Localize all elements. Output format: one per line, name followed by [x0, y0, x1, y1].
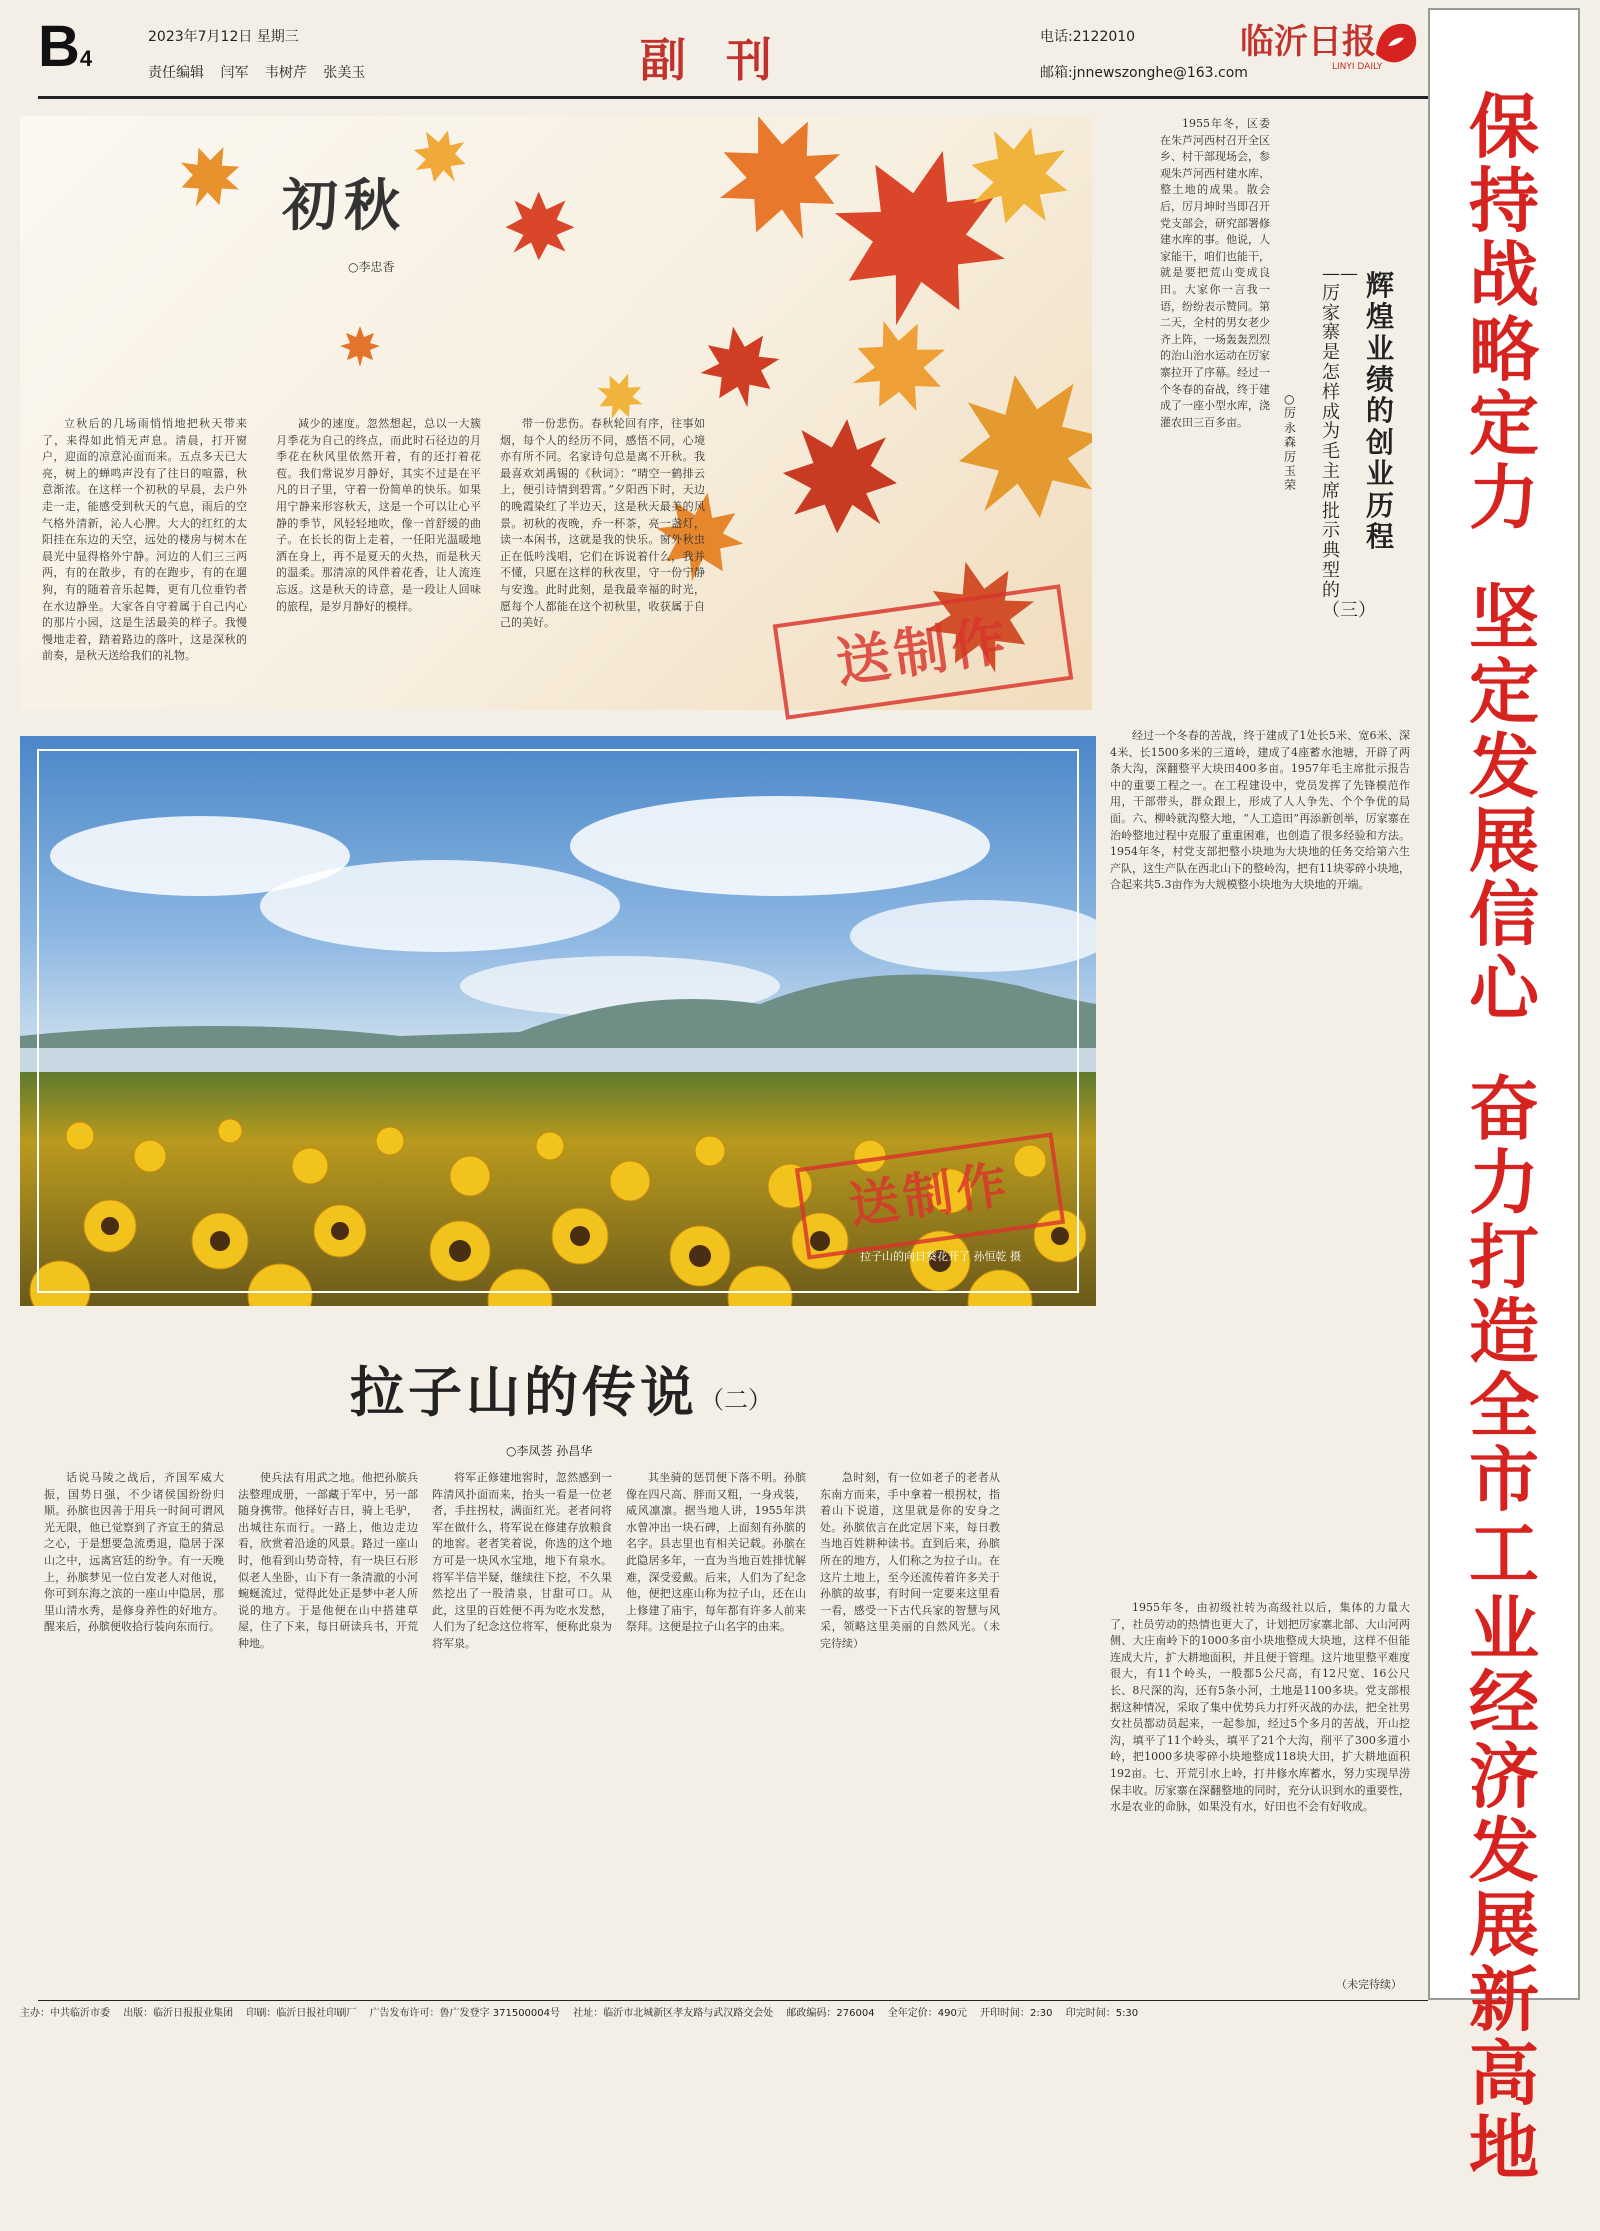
slogan-line: 奋力打造全市工业经济发展新高地 [1469, 1068, 1539, 2189]
footer-item: 出版：临沂日报报业集团 [123, 2008, 234, 2019]
photo-caption: 拉子山的向日葵花开了 孙恒乾 摄 [860, 1250, 1021, 1263]
header-divider [38, 96, 1428, 99]
article-column: 其坐骑的惩罚便下落不明。孙膑像在四尺高、胖而又粗，一身戎装，威风凛凛。据当地人讲，1955年洪水曾冲出一块石碑，上面刻有孙膑的名字。县志里也有相关记载。孙膑在此隐居多年，一直为当地百姓排忧解难，深受爱戴。后来，人们为了纪念他，便把这座山称为拉子山，还在山上修建了庙宇，每年都有许多人前来祭拜。这便是拉子山名字的由来。 [626, 1471, 806, 1634]
editors-line [148, 62, 377, 82]
article-title: 初秋 [282, 173, 406, 239]
footer-item: 印完时间：5:30 [1065, 2008, 1139, 2019]
newspaper-logo[interactable] [1240, 14, 1420, 84]
footer-info [20, 2004, 1420, 2019]
page-number: B4 [38, 14, 93, 79]
article-subtitle: ——厉家寨是怎样成为毛主席批示典型的（三） [1322, 263, 1376, 621]
article-author: ○李忠香 [348, 260, 395, 274]
article-column: 立秋后的几场雨悄悄地把秋天带来了，来得如此悄无声息。清晨，打开窗户，迎面的凉意沁面而来。五点多天已大亮，树上的蝉鸣声没有了往日的喧嚣，秋意渐浓。在这样一个初秋的早晨，去户外走一走，能感受到秋天的气息，雨后的空气格外清新，沁人心脾。大大的红红的太阳挂在东边的天空，远处的楼房与树木在晨光中显得格外宁静。河边的人们三三两两，有的在散步，有的在跑步，有的在遛狗，有的随着音乐起舞，更有几位垂钓者在水边静坐。大家各自守着属于自己内心的那片小园，这是生活最美的样子。我慢慢地走着，踏着路边的落叶，这是深秋的前奏，是秋天送给我们的礼物。 [42, 417, 247, 663]
article-author: ○厉永森 厉玉荣 [1284, 392, 1297, 493]
logo-text: 临沂日报 [1240, 22, 1376, 62]
footer-item: 主办：中共临沂市委 [20, 2008, 110, 2019]
article-title: 辉煌业绩的创业历程 [1366, 269, 1395, 553]
article-column: 带一份悲伤。春秋轮回有序，往事如烟，每个人的经历不同，感悟不同，心境亦有所不同。名家诗句总是离不开秋。我最喜欢刘禹锡的《秋词》：“晴空一鹤排云上，便引诗情到碧霄。”夕阳西下时，天边的晚霞染红了半边天，这是秋天最美的风景。初秋的夜晚，乔一杯茶，亮一盏灯，读一本闲书，这就是我的快乐。窗外秋虫正在低吟浅唱，它们在诉说着什么，我并不懂，只愿在这样的秋夜里，守一份宁静与安逸。此时此刻，是我最幸福的时光，愿每个人都能在这个初秋里，收获属于自己的美好。 [500, 417, 705, 630]
article-column: 经过一个冬春的苦战，终于建成了1处长5米、宽6米、深4米、长1500多米的三道岭，建成了4座蓄水池塘，开辟了两条大沟，深翻整平大块田400多亩。1957年毛主席批示报告中的重要工程之一。在工程建设中，党员发挥了先锋模范作用，干部带头，群众跟上，形成了人人争先、个个争优的局面。六、柳岭就沟整大地，“人工造田”再添新创举，厉家寨在治岭整地过程中克服了重重困难，也创造了很多经验和方法。1954年冬，村党支部把整小块地为大块地的任务交给第六生产队，这生产队在西北山下的整岭沟，把有11块零碎小块地，合起来共5.3亩作为大规模整小块地为大块地的开端。 [1110, 729, 1410, 892]
phone-number: 电话:2122010 [1040, 29, 1136, 45]
footer-item: 印刷：临沂日报社印刷厂 [246, 2008, 357, 2019]
article-title: 拉子山的传说 [350, 1360, 698, 1424]
section-title: 副刊 [640, 33, 812, 87]
article-column: 1955年冬，区委在朱芦河西村召开全区乡、村干部现场会，参观朱芦河西村建水库、整土地的成果。散会后，厉月坤时当即召开党支部会，研究部署修建水库的事。他说，人家能干，咱们也能干，就是要把荒山变成良田。大家你一言我一语，纷纷表示赞同。第二天，全村的男女老少齐上阵，一场轰轰烈烈的治山治水运动在厉家寨拉开了序幕。经过一个冬春的奋战，终于建成了一座小型水库，浇灌农田三百多亩。 [1160, 117, 1270, 429]
article-column: 急时刻，有一位如老子的老者从东南方而来，手中拿着一根拐杖，指着山下说道，这里就是你的安身之处。孙膑依言在此定居下来，每日教当地百姓耕种读书。直到后来，孙膑所在的地方，人们称之为拉子山。在这片土地上，至今还流传着许多关于孙膑的故事，有时间一定要来这里看一看，感受一下古代兵家的智慧与风采，领略这里美丽的自然风光。（未完待续） [820, 1471, 1000, 1650]
issue-date: 2023年7月12日 星期三 [148, 29, 299, 45]
article-column: 减少的速度。忽然想起，总以一大簇月季花为自己的终点，而此时石径边的月季花在秋风里依然开着，有的还打着花苞。我们常说岁月静好，其实不过是在平凡的日子里，守着一份简单的快乐。如果用宁静来形容秋天，这是一个可以让心平静的季节，风轻轻地吹，像一首舒缓的曲子。在长长的街上走着，一任阳光温暖地洒在身上，再不是夏天的火热，而是秋天的温柔。那清凉的风伴着花香，让人流连忘返。这是秋天的诗意，是一段让人回味的旅程，是岁月静好的模样。 [276, 417, 481, 613]
email-address[interactable]: 邮箱:jnnewszonghe@163.com [1040, 65, 1248, 81]
article-column: 将军正修建地窖时，忽然感到一阵清风扑面而来，抬头一看是一位老者，手拄拐杖，满面红光。老者问将军在做什么，将军说在修建存放粮食的地窖。老者笑着说，你选的这个地方可是一块风水宝地，地下有泉水。将军半信半疑，继续往下挖，不久果然挖出了一股清泉，甘甜可口。从此，这里的百姓便不再为吃水发愁，人们为了纪念这位将军，便称此泉为将军泉。 [432, 1471, 612, 1650]
article-author: ○李凤荟 孙昌华 [506, 1444, 593, 1458]
approval-stamp: 送制作 [795, 1132, 1065, 1259]
editor-name: 闫军 [220, 65, 249, 81]
article-column: 1955年冬，由初级社转为高级社以后，集体的力量大了，社员劳动的热情也更大了，计划把厉家寨北部、大山河两侧、大庄南岭下的1000多亩小块地整成大块地，这样不但能连成大片，扩大耕地面积，并且便于管理。这片地里整平难度很大，有11个岭头，一般都5公尺高，有12尺宽、16公尺长、8尺深的沟，还有5条小河，土地是1100多块。党支部根据这种情况，采取了集中优势兵力打歼灭战的办法，把全社男女社员都动员起来，一起参加，经过5个多月的苦战，开山挖沟，填平了11个岭头，填平了21个大沟，削平了300多道小岭，把1000多块零碎小块地整成118块大田，扩大耕地面积192亩。七、开荒引水上岭，打井修水库蓄水，努力实现旱涝保丰收。厉家寨在深翻整地的同时，充分认识到水的重要性，水是农业的命脉，如果没有水，好田也不会有好收成。 [1110, 1601, 1410, 1814]
editor-name: 韦树芹 [264, 65, 307, 81]
logo-subtitle: LINYI DAILY [1332, 62, 1383, 72]
article-column: 使兵法有用武之地。他把孙膑兵法整理成册，一部藏于军中，另一部随身携带。他择好吉日，骑上毛驴，出城往东而行。一路上，他边走边看，欣赏着沿途的风景。路过一座山时，他看到山势奇特，有一块巨石形似老人坐卧，山下有一条清澈的小河蜿蜒流过，觉得此处正是梦中老人所说的地方。于是他便在山中搭建草屋，住了下来，每日研读兵书，开荒种地。 [238, 1471, 418, 1650]
slogan-line: 坚定发展信心 [1469, 577, 1539, 1031]
editors-label: 责任编辑 [148, 65, 204, 81]
footer-item: 广告发布许可：鲁广发登字 371500004号 [369, 2008, 561, 2019]
article-part-number: （二） [700, 1386, 772, 1414]
slogan-banner [1428, 8, 1580, 2189]
footer-item: 社址：临沂市北城新区孝友路与武汉路交会处 [573, 2008, 774, 2019]
editor-name: 张美玉 [323, 65, 366, 81]
slogan-column [1440, 86, 1568, 2231]
footer-item: 全年定价：490元 [887, 2008, 967, 2019]
approval-stamp: 送制作 [773, 584, 1074, 719]
footer-divider [38, 2000, 1428, 2001]
footer-item: 邮政编码：276004 [786, 2008, 875, 2019]
continued-note: （未完待续） [1336, 1978, 1402, 1991]
slogan-line: 保持战略定力 [1469, 86, 1539, 539]
article-column: 话说马陵之战后，齐国军威大振，国势日强，不少诸侯国纷纷归顺。孙膑也因善于用兵一时间可谓风光无限，他已觉察到了齐宣王的猜忌之心，于是想要急流勇退，隐居于深山之中，远离宫廷的纷争。有一天晚上，孙膑梦见一位白发老人对他说，你可到东海之滨的一座山中隐居，那里山清水秀，是修身养性的好地方。醒来后，孙膑便收拾行装向东而行。 [44, 1471, 224, 1634]
footer-item: 开印时间：2:30 [980, 2008, 1053, 2019]
